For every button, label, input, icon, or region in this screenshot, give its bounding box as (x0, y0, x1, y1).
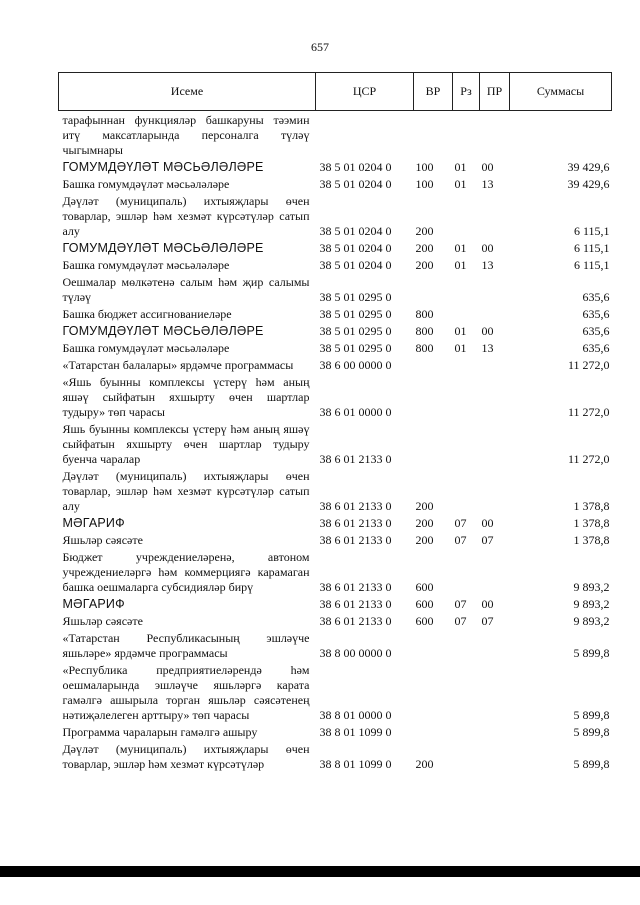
cell-rz (453, 723, 480, 740)
table-row (59, 256, 612, 273)
cell-rz: 07 (454, 516, 467, 530)
budget-table (58, 72, 612, 772)
cell-pr (480, 273, 510, 305)
table-row (59, 467, 612, 514)
cell-sum: 6 115,1 (573, 241, 610, 255)
table-row (59, 192, 612, 239)
cell-csr: 38 5 01 0204 0 (319, 241, 392, 255)
cell-vr: 800 (415, 324, 434, 338)
cell-csr: 38 6 00 0000 0 (319, 358, 392, 372)
cell-pr (480, 111, 510, 159)
cell-rz (453, 467, 480, 514)
cell-vr: 200 (415, 516, 434, 530)
cell-rz: 07 (454, 597, 467, 611)
cell-sum: 5 899,8 (573, 646, 610, 660)
table-row (59, 322, 612, 339)
table-row (59, 595, 612, 612)
header-rz: Рз (453, 73, 480, 111)
cell-name: Дәүләт (муниципаль) ихтыяҗлары өчен товарлар, эшләр һәм хезмәт күрсәтүләр сатып алу (62, 194, 310, 238)
cell-rz (453, 192, 480, 239)
cell-vr: 200 (415, 533, 434, 547)
cell-sum: 635,6 (582, 307, 610, 321)
header-csr: ЦСР (316, 73, 414, 111)
cell-pr: 13 (481, 177, 494, 191)
cell-csr: 38 5 01 0204 0 (319, 177, 392, 191)
header-vr: ВР (414, 73, 453, 111)
cell-rz: 01 (454, 258, 467, 272)
cell-rz (453, 305, 480, 322)
cell-sum: 9 893,2 (573, 614, 610, 628)
cell-rz: 01 (454, 324, 467, 338)
table-row (59, 514, 612, 531)
cell-csr: 38 6 01 2133 0 (319, 614, 392, 628)
table-row (59, 158, 612, 175)
cell-pr: 00 (481, 241, 494, 255)
cell-sum: 11 272,0 (567, 358, 610, 372)
cell-name: Оешмалар мөлкәтенә салым һәм җир салымы түләү (62, 275, 310, 304)
cell-name: Башка гомумдәүләт мәсьәләләре (62, 341, 230, 355)
cell-pr (480, 548, 510, 595)
cell-name: Дәүләт (муниципаль) ихтыяҗлары өчен товарлар, эшләр һәм хезмәт күрсәтүләр сатып алу (62, 469, 310, 513)
cell-rz (453, 629, 480, 661)
cell-csr: 38 5 01 0204 0 (319, 224, 392, 238)
cell-sum: 635,6 (582, 290, 610, 304)
cell-sum: 39 429,6 (567, 160, 610, 174)
cell-pr (480, 373, 510, 420)
cell-csr: 38 5 01 0295 0 (319, 307, 392, 321)
cell-pr: 00 (481, 516, 494, 530)
cell-sum: 1 378,8 (573, 533, 610, 547)
cell-vr (414, 629, 453, 661)
cell-vr: 600 (415, 580, 434, 594)
cell-vr (414, 661, 453, 723)
cell-pr (480, 723, 510, 740)
table-row (59, 531, 612, 548)
cell-vr: 100 (415, 160, 434, 174)
cell-name: «Татарстан Республикасының эшләүче яшьләре» ярдәмче программасы (62, 631, 310, 660)
cell-name: «Яшь буынны комплексы үстерү һәм аның яшәү сыйфатын яхшырту өчен шартлар тудыру» төп чарасы (62, 375, 310, 419)
cell-pr: 00 (481, 324, 494, 338)
cell-rz: 07 (454, 614, 467, 628)
cell-csr: 38 6 01 0000 0 (319, 405, 392, 419)
table-row (59, 629, 612, 661)
cell-rz: 01 (454, 341, 467, 355)
cell-rz (453, 373, 480, 420)
table-row (59, 740, 612, 772)
cell-vr: 600 (415, 614, 434, 628)
cell-name: Башка бюджет ассигнованиеләре (62, 307, 232, 321)
cell-sum: 6 115,1 (573, 258, 610, 272)
table-row (59, 175, 612, 192)
cell-sum: 635,6 (582, 341, 610, 355)
cell-csr: 38 6 01 2133 0 (319, 580, 392, 594)
cell-vr: 200 (415, 224, 434, 238)
cell-pr: 07 (481, 614, 494, 628)
cell-name: ГОМУМДӘҮЛӘТ МӘСЬӘЛӘЛӘРЕ (62, 160, 264, 174)
cell-vr: 100 (415, 177, 434, 191)
cell-name: «Республика предприятиеләрендә һәм оешмаларында эшләүче яшьләргә карата гамәлгә ашырыла торган яшьләр сәясәтенең нәтиҗәлелеген арттыру» төп чарасы (62, 663, 310, 722)
cell-sum: 635,6 (582, 324, 610, 338)
cell-rz (453, 740, 480, 772)
cell-pr (480, 305, 510, 322)
cell-pr (480, 356, 510, 373)
cell-vr (414, 420, 453, 467)
cell-sum: 1 378,8 (573, 499, 610, 513)
cell-sum: 39 429,6 (567, 177, 610, 191)
cell-rz (453, 661, 480, 723)
cell-sum (510, 111, 612, 159)
cell-rz: 07 (454, 533, 467, 547)
table-header-row (59, 73, 612, 111)
header-name: Исеме (59, 73, 316, 111)
table-row (59, 339, 612, 356)
cell-name: МӘГАРИФ (62, 516, 125, 530)
cell-name: Яшьләр сәясәте (62, 614, 143, 628)
cell-sum: 9 893,2 (573, 597, 610, 611)
cell-name: Яшьләр сәясәте (62, 533, 143, 547)
cell-vr: 600 (415, 597, 434, 611)
table-row (59, 273, 612, 305)
table-row (59, 305, 612, 322)
cell-vr: 800 (415, 307, 434, 321)
cell-csr: 38 6 01 2133 0 (319, 516, 392, 530)
cell-vr (414, 273, 453, 305)
cell-csr: 38 5 01 0204 0 (319, 160, 392, 174)
cell-vr (414, 356, 453, 373)
cell-name: МӘГАРИФ (62, 597, 125, 611)
header-sum: Суммасы (510, 73, 612, 111)
table-row (59, 661, 612, 723)
cell-rz (453, 356, 480, 373)
cell-csr: 38 6 01 2133 0 (319, 533, 392, 547)
cell-name: Башка гомумдәүләт мәсьәләләре (62, 177, 230, 191)
cell-sum: 1 378,8 (573, 516, 610, 530)
cell-name: Яшь буынны комплексы үстерү һәм аның яшәү сыйфатын яхшырту өчен шартлар тудыру буенча чаралар (62, 422, 310, 466)
cell-pr: 00 (481, 160, 494, 174)
table-row (59, 239, 612, 256)
cell-sum: 11 272,0 (567, 452, 610, 466)
table-row (59, 420, 612, 467)
table-row (59, 612, 612, 629)
cell-csr: 38 8 01 1099 0 (319, 725, 392, 739)
cell-name: Программа чараларын гамәлгә ашыру (62, 725, 258, 739)
cell-pr (480, 740, 510, 772)
cell-pr: 00 (481, 597, 494, 611)
cell-sum: 9 893,2 (573, 580, 610, 594)
cell-rz (453, 548, 480, 595)
cell-rz (453, 420, 480, 467)
cell-name: ГОМУМДӘҮЛӘТ МӘСЬӘЛӘЛӘРЕ (62, 241, 264, 255)
cell-name: Башка гомумдәүләт мәсьәләләре (62, 258, 230, 272)
cell-csr: 38 5 01 0295 0 (319, 324, 392, 338)
cell-rz: 01 (454, 177, 467, 191)
cell-pr: 07 (481, 533, 494, 547)
cell-sum: 5 899,8 (573, 757, 610, 771)
cell-pr (480, 467, 510, 514)
cell-pr (480, 629, 510, 661)
cell-sum: 5 899,8 (573, 725, 610, 739)
cell-name: ГОМУМДӘҮЛӘТ МӘСЬӘЛӘЛӘРЕ (62, 324, 264, 338)
cell-rz (453, 111, 480, 159)
cell-rz (453, 273, 480, 305)
cell-sum: 6 115,1 (573, 224, 610, 238)
cell-vr (414, 373, 453, 420)
cell-pr: 13 (481, 341, 494, 355)
cell-name: «Татарстан балалары» ярдәмче программасы (62, 358, 294, 372)
cell-vr: 800 (415, 341, 434, 355)
table-row (59, 111, 612, 159)
cell-pr (480, 192, 510, 239)
cell-vr: 200 (415, 499, 434, 513)
scan-edge-bar (0, 866, 640, 877)
cell-csr: 38 5 01 0204 0 (319, 258, 392, 272)
cell-csr: 38 8 00 0000 0 (319, 646, 392, 660)
table-row (59, 548, 612, 595)
cell-csr: 38 6 01 2133 0 (319, 499, 392, 513)
cell-sum: 11 272,0 (567, 405, 610, 419)
cell-vr: 200 (415, 258, 434, 272)
header-pr: ПР (480, 73, 510, 111)
page-number: 657 (311, 40, 329, 54)
cell-csr: 38 8 01 1099 0 (319, 757, 392, 771)
cell-vr (414, 723, 453, 740)
budget-table-frame (58, 72, 611, 772)
cell-csr: 38 6 01 2133 0 (319, 597, 392, 611)
cell-csr: 38 5 01 0295 0 (319, 341, 392, 355)
cell-vr (414, 111, 453, 159)
table-row (59, 723, 612, 740)
cell-csr: 38 5 01 0295 0 (319, 290, 392, 304)
cell-name: Дәүләт (муниципаль) ихтыяҗлары өчен товарлар, эшләр һәм хезмәт күрсәтүләр (62, 742, 310, 771)
cell-csr: 38 6 01 2133 0 (319, 452, 392, 466)
cell-vr: 200 (415, 757, 434, 771)
cell-csr (316, 111, 414, 159)
table-row (59, 373, 612, 420)
cell-pr: 13 (481, 258, 494, 272)
cell-pr (480, 420, 510, 467)
cell-name: тарафыннан функцияләр башкаруны тәэмин итү максатларында персоналга түләү чыгымнары (62, 113, 310, 157)
cell-vr: 200 (415, 241, 434, 255)
cell-rz: 01 (454, 241, 467, 255)
cell-name: Бюджет учреждениеләренә, автоном учреждениеләргә һәм коммерциягә карамаган башка оешмаларга субсидияләр бирү (62, 550, 310, 594)
table-row (59, 356, 612, 373)
cell-rz: 01 (454, 160, 467, 174)
cell-csr: 38 8 01 0000 0 (319, 708, 392, 722)
cell-pr (480, 661, 510, 723)
cell-sum: 5 899,8 (573, 708, 610, 722)
